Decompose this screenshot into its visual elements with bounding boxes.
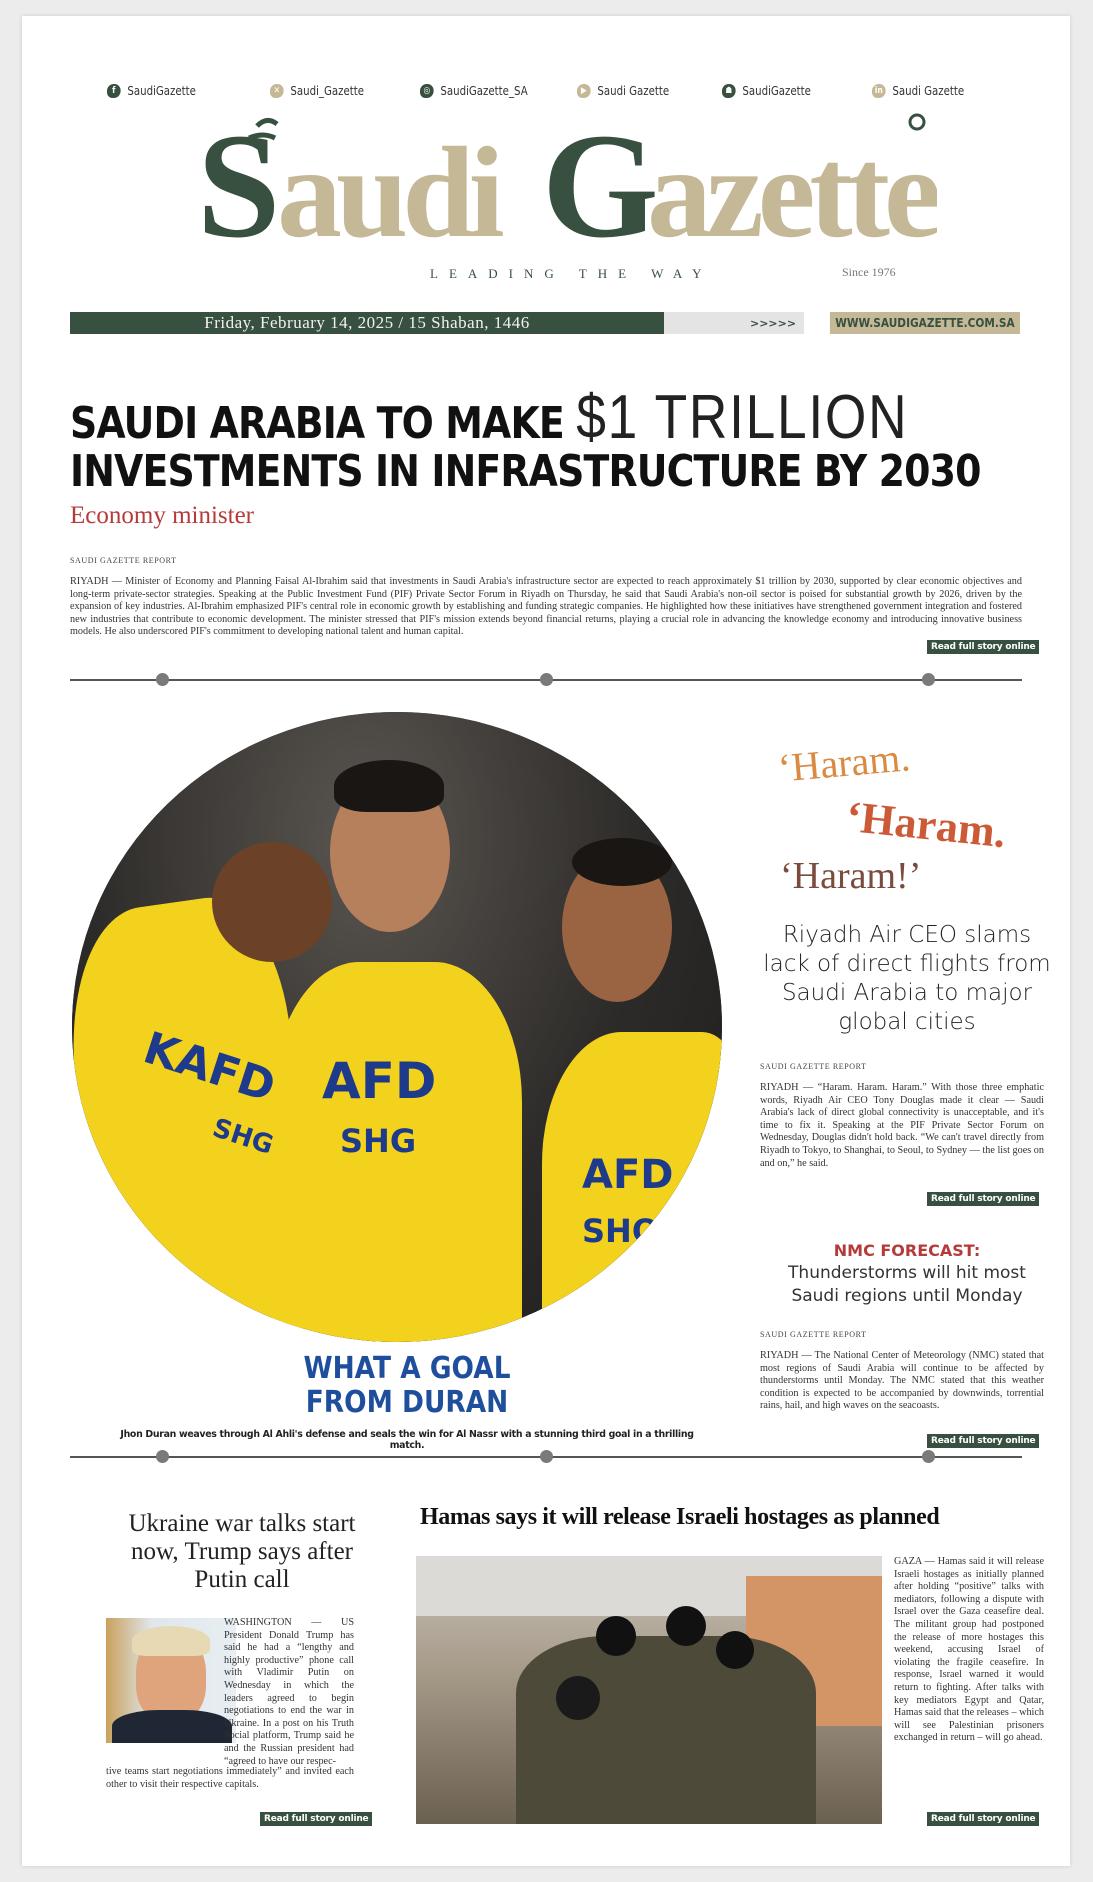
jersey-text: SHO <box>582 1212 660 1250</box>
gaza-photo <box>416 1556 882 1824</box>
ukraine-body-bottom: tive teams start negotiations immediately” and invited each other to visit their respective capitals. <box>106 1766 354 1790</box>
hamas-body: GAZA — Hamas said it will release Israeli hostages as initially planned after holding “positive” talks with mediators, following a dispute with Israel over the Gaza ceasefire deal. The militant group had postponed the release of more hostages this weekend, accusing Israel of violating the fragile ceasefire. In response, Israel warned it would return to fighting. After talks with key mediators Egypt and Qatar, Hamas said that the releases – which will see Palestinian prisoners exchanged in return – will go ahead. <box>894 1556 1044 1744</box>
riyadh-air-byline: SAUDI GAZETTE REPORT <box>760 1062 867 1071</box>
social-facebook[interactable]: f SaudiGazette <box>107 84 196 98</box>
haram-quote-1: ‘Haram. <box>776 734 912 791</box>
jersey-text: AFD <box>582 1152 674 1198</box>
haram-quote-2: ‘Haram. <box>843 791 1009 858</box>
jersey-text: SHG <box>208 1113 277 1161</box>
ukraine-read-more-button[interactable]: Read full story online <box>260 1812 372 1826</box>
sports-caption: Jhon Duran weaves through Al Ahli's defense and seals the win for Al Nassr with a stunning third goal in a thrilling match. <box>120 1429 694 1451</box>
section-divider <box>70 1456 1022 1458</box>
haram-quote-3: ‘Haram!’ <box>780 855 922 897</box>
divider-dot <box>156 1450 169 1463</box>
jersey-text: AFD <box>322 1052 437 1110</box>
svg-text:G: G <box>542 108 659 268</box>
lead-headline-amount: $1 TRILLION <box>576 383 909 452</box>
linkedin-icon: in <box>872 84 886 98</box>
section-divider <box>70 679 1022 681</box>
nmc-read-more-button[interactable]: Read full story online <box>927 1434 1039 1448</box>
date-bar <box>70 312 1020 334</box>
svg-text:azette: azette <box>647 121 936 265</box>
trump-photo <box>106 1618 236 1743</box>
jersey-text: SHG <box>340 1122 417 1160</box>
nmc-kicker: NMC FORECAST: <box>833 1241 981 1260</box>
svg-text:audi: audi <box>277 121 499 265</box>
instagram-icon: ◎ <box>420 84 434 98</box>
masthead-logo <box>197 108 937 268</box>
lead-read-more-button[interactable]: Read full story online <box>927 640 1039 654</box>
nmc-headline: Thunderstorms will hit most Saudi regions until Monday <box>788 1263 1026 1306</box>
facebook-icon: f <box>107 84 121 98</box>
divider-dot <box>540 1450 553 1463</box>
social-snapchat[interactable]: ☗ SaudiGazette <box>722 84 811 98</box>
lead-byline: SAUDI GAZETTE REPORT <box>70 556 177 565</box>
hamas-read-more-button[interactable]: Read full story online <box>927 1812 1039 1826</box>
masthead-tagline: LEADING THE WAY <box>430 266 713 281</box>
social-x[interactable]: ✕ Saudi_Gazette <box>270 84 364 98</box>
riyadh-air-read-more-button[interactable]: Read full story online <box>927 1192 1039 1206</box>
hamas-headline: Hamas says it will release Israeli hostages as planned <box>420 1504 940 1530</box>
masthead-since: Since 1976 <box>842 265 896 279</box>
social-instagram[interactable]: ◎ SaudiGazette_SA <box>420 84 528 98</box>
ukraine-headline: Ukraine war talks start now, Trump says after Putin call <box>128 1510 356 1593</box>
divider-dot <box>922 1450 935 1463</box>
lead-headline: SAUDI ARABIA TO MAKE $1 TRILLION INVESTMENTS IN INFRASTRUCTURE BY 2030 <box>70 383 981 497</box>
youtube-icon: ▶ <box>577 84 591 98</box>
masthead-logo-graphic <box>197 108 937 268</box>
social-linkedin[interactable]: in Saudi Gazette <box>872 84 964 98</box>
riyadh-air-headline: Riyadh Air CEO slams lack of direct flights from Saudi Arabia to major global cities <box>763 922 1051 1035</box>
jersey-text: KAFD <box>137 1022 282 1113</box>
riyadh-air-body: RIYADH — “Haram. Haram. Haram.” With those three emphatic words, Riyadh Air CEO Tony Douglas made it clear — Saudi Arabia's lack of direct global connectivity is unacceptable, and it's time to fix it. Speaking at the PIF Private Sector Forum on Wednesday, Douglas didn't hold back. “We can't travel directly from Riyadh to Tokyo, to Shanghai, to Seoul, to Sydney — the list goes on and on,” he said. <box>760 1082 1044 1169</box>
svg-text:S: S <box>197 108 281 268</box>
sports-headline: WHAT A GOAL FROM DURAN <box>303 1351 511 1420</box>
divider-dot <box>540 673 553 686</box>
issue-date: Friday, February 14, 2025 / 15 Shaban, 1446 <box>70 312 664 334</box>
nmc-body: RIYADH — The National Center of Meteorology (NMC) stated that most regions of Saudi Arabia will continue to be affected by thunderstorms until Monday. The NMC stated that this weather condition is expected to be accompanied by downwinds, torrential rains, hail, and high waves on the seacoasts. <box>760 1350 1044 1412</box>
website-link[interactable]: WWW.SAUDIGAZETTE.COM.SA <box>830 312 1020 334</box>
x-icon: ✕ <box>270 84 284 98</box>
divider-dot <box>156 673 169 686</box>
ukraine-body-top: WASHINGTON — US President Donald Trump has said he had a “lengthy and highly productive” phone call with Vladimir Putin on Wednesday in which the leaders agreed to begin negotiations to end the war in Ukraine. In a post on his Truth Social platform, Trump said he and the Russian president had “agreed to have our respec- <box>224 1617 354 1767</box>
url-arrows: >>>>> <box>664 312 804 334</box>
lead-body: RIYADH — Minister of Economy and Planning Faisal Al-Ibrahim said that investments in Saudi Arabia's infrastructure sector are expected to reach approximately $1 trillion by 2030, supported by clear economic objectives and long-term private-sector strategies. Speaking at the Public Investment Fund (PIF) Private Sector Forum in Riyadh on Thursday, he said that Saudi Arabia's non-oil sector is poised for substantial growth by 2026, driven by the expansion of key industries. Al-Ibrahim emphasized PIF's central role in economic growth by establishing and funding strategic companies. He highlighted how these initiatives have strengthened government integration and fostered new industries that contribute to economic development. The minister stressed that PIF's mission extends beyond financial returns, playing a crucial role in advancing the knowledge economy and introducing innovative business models. He also underscored PIF's commitment to developing national talent and human capital. <box>70 576 1022 638</box>
social-youtube[interactable]: ▶ Saudi Gazette <box>577 84 669 98</box>
nmc-byline: SAUDI GAZETTE REPORT <box>760 1330 867 1339</box>
sports-photo <box>72 712 722 1342</box>
snapchat-icon: ☗ <box>722 84 736 98</box>
divider-dot <box>922 673 935 686</box>
lead-subhead: Economy minister <box>70 502 254 529</box>
front-page <box>22 16 1070 1866</box>
social-bar <box>22 84 1070 106</box>
